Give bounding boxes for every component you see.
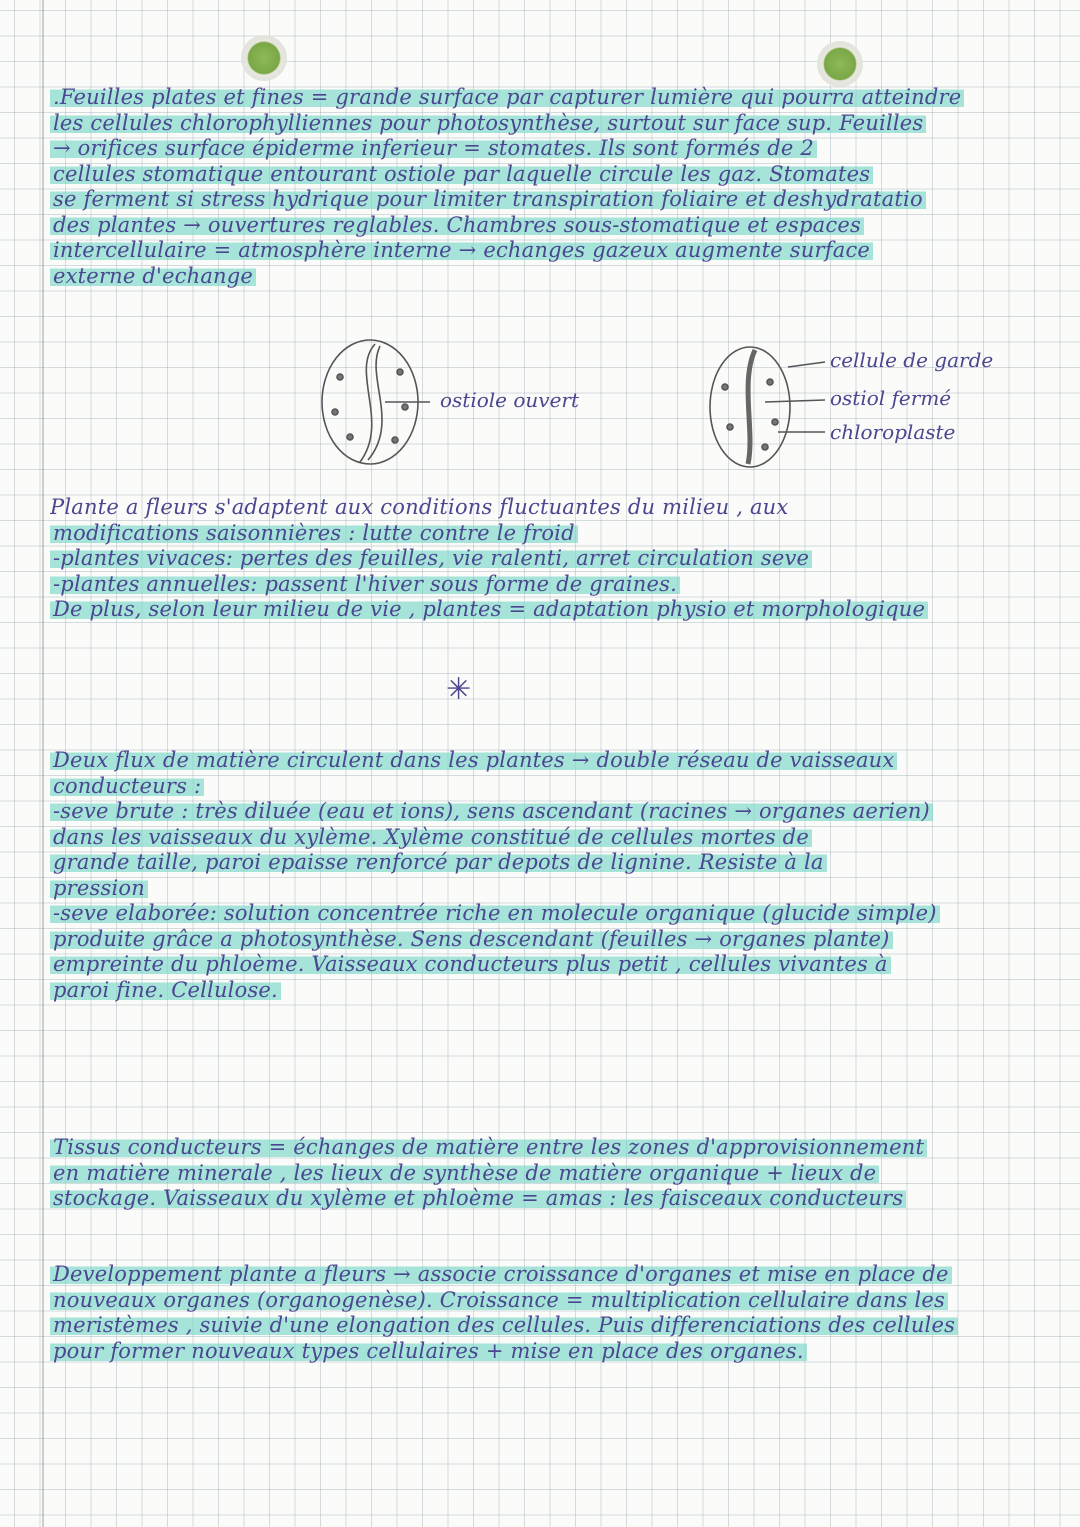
note-line [50,546,1060,572]
note-line [50,1186,1060,1212]
section-development [50,1262,1060,1364]
section-conductive-tissue [50,1135,1060,1212]
note-line [50,238,1060,264]
note-line [50,1339,1060,1365]
note-text: intercellulaire = atmosphère interne → echanges gazeux augmente surface [50,238,873,262]
note-line [50,136,1060,162]
asterisk-icon: ✳ [446,672,472,707]
note-text: des plantes → ouvertures reglables. Chambres sous-stomatique et espaces [50,213,864,237]
note-text: cellules stomatique entourant ostiole par laquelle circule les gaz. Stomates [50,162,873,186]
note-line [50,495,1060,521]
closed-stoma-drawing [710,347,825,467]
stomata-diagram [300,332,1060,482]
note-line [50,1262,1060,1288]
note-text: Developpement plante a fleurs → associe croissance d'organes et mise en place de [50,1262,952,1286]
note-text: pour former nouveaux types cellulaires + mise en place des organes. [50,1339,807,1363]
note-line [50,597,1060,623]
note-line [50,876,1060,902]
note-text: se ferment si stress hydrique pour limiter transpiration foliaire et deshydratatio [50,187,926,211]
note-text: Deux flux de matière circulent dans les plantes → double réseau de vaisseaux [50,748,897,772]
note-text: -seve elaborée: solution concentrée riche en molecule organique (glucide simple) [50,901,940,925]
note-line [50,774,1060,800]
note-text: conducteurs : [50,774,204,798]
margin-line [42,0,44,1527]
note-text: pression [50,876,148,900]
note-text: dans les vaisseaux du xylème. Xylème constitué de cellules mortes de [50,825,812,849]
note-text: stockage. Vaisseaux du xylème et phloème = amas : les faisceaux conducteurs [50,1186,906,1210]
note-line [50,1135,1060,1161]
note-text: -seve brute : très diluée (eau et ions), sens ascendant (racines → organes aerien) [50,799,933,823]
note-line [50,521,1060,547]
note-text: produite grâce a photosynthèse. Sens descendant (feuilles → organes plante) [50,927,893,951]
note-text: .Feuilles plates et fines = grande surface par capturer lumière qui pourra atteindre [50,85,964,109]
note-line [50,187,1060,213]
note-text: grande taille, paroi epaisse renforcé par depots de lignine. Resiste à la [50,850,827,874]
chloroplast-label: chloroplaste [830,420,956,444]
note-text: externe d'echange [50,264,256,288]
section-leaves [50,85,1060,289]
note-line [50,1161,1060,1187]
note-text: meristèmes , suivie d'une elongation des cellules. Puis differenciations des cellules [50,1313,958,1337]
note-text: en matière minerale , les lieux de synthèse de matière organique + lieux de [50,1161,879,1185]
note-text: → orifices surface épiderme inferieur = stomates. Ils sont formés de 2 [50,136,817,160]
note-line [50,748,1060,774]
note-text: paroi fine. Cellulose. [50,978,281,1002]
open-stoma-label: ostiole ouvert [440,388,580,412]
note-line [50,952,1060,978]
note-line [50,927,1060,953]
note-line [50,825,1060,851]
note-line [50,572,1060,598]
binder-hole-left [244,38,284,78]
guard-cell-label: cellule de garde [830,348,994,372]
section-adaptation [50,495,1060,623]
note-text: modifications saisonnières : lutte contre le froid [50,521,578,545]
note-text: -plantes vivaces: pertes des feuilles, vie ralenti, arret circulation seve [50,546,812,570]
open-stoma-drawing [322,340,430,464]
note-line [50,213,1060,239]
note-text: De plus, selon leur milieu de vie , plantes = adaptation physio et morphologique [50,597,928,621]
note-text: nouveaux organes (organogenèse). Croissance = multiplication cellulaire dans les [50,1288,948,1312]
note-line [50,850,1060,876]
note-line [50,978,1060,1004]
note-line [50,264,1060,290]
note-line [50,901,1060,927]
note-line [50,799,1060,825]
note-line [50,85,1060,111]
note-text: empreinte du phloème. Vaisseaux conducteurs plus petit , cellules vivantes à [50,952,891,976]
note-text: -plantes annuelles: passent l'hiver sous forme de graines. [50,572,680,596]
note-text: Plante a fleurs s'adaptent aux conditions fluctuantes du milieu , aux [50,495,789,519]
binder-hole-right [820,44,860,84]
note-line [50,111,1060,137]
note-text: les cellules chlorophylliennes pour photosynthèse, surtout sur face sup. Feuilles [50,111,926,135]
note-line [50,1288,1060,1314]
note-text: Tissus conducteurs = échanges de matière entre les zones d'approvisionnement [50,1135,927,1159]
section-sap-flow [50,748,1060,1003]
closed-ostiole-label: ostiol fermé [830,386,952,410]
note-line [50,1313,1060,1339]
note-line [50,162,1060,188]
